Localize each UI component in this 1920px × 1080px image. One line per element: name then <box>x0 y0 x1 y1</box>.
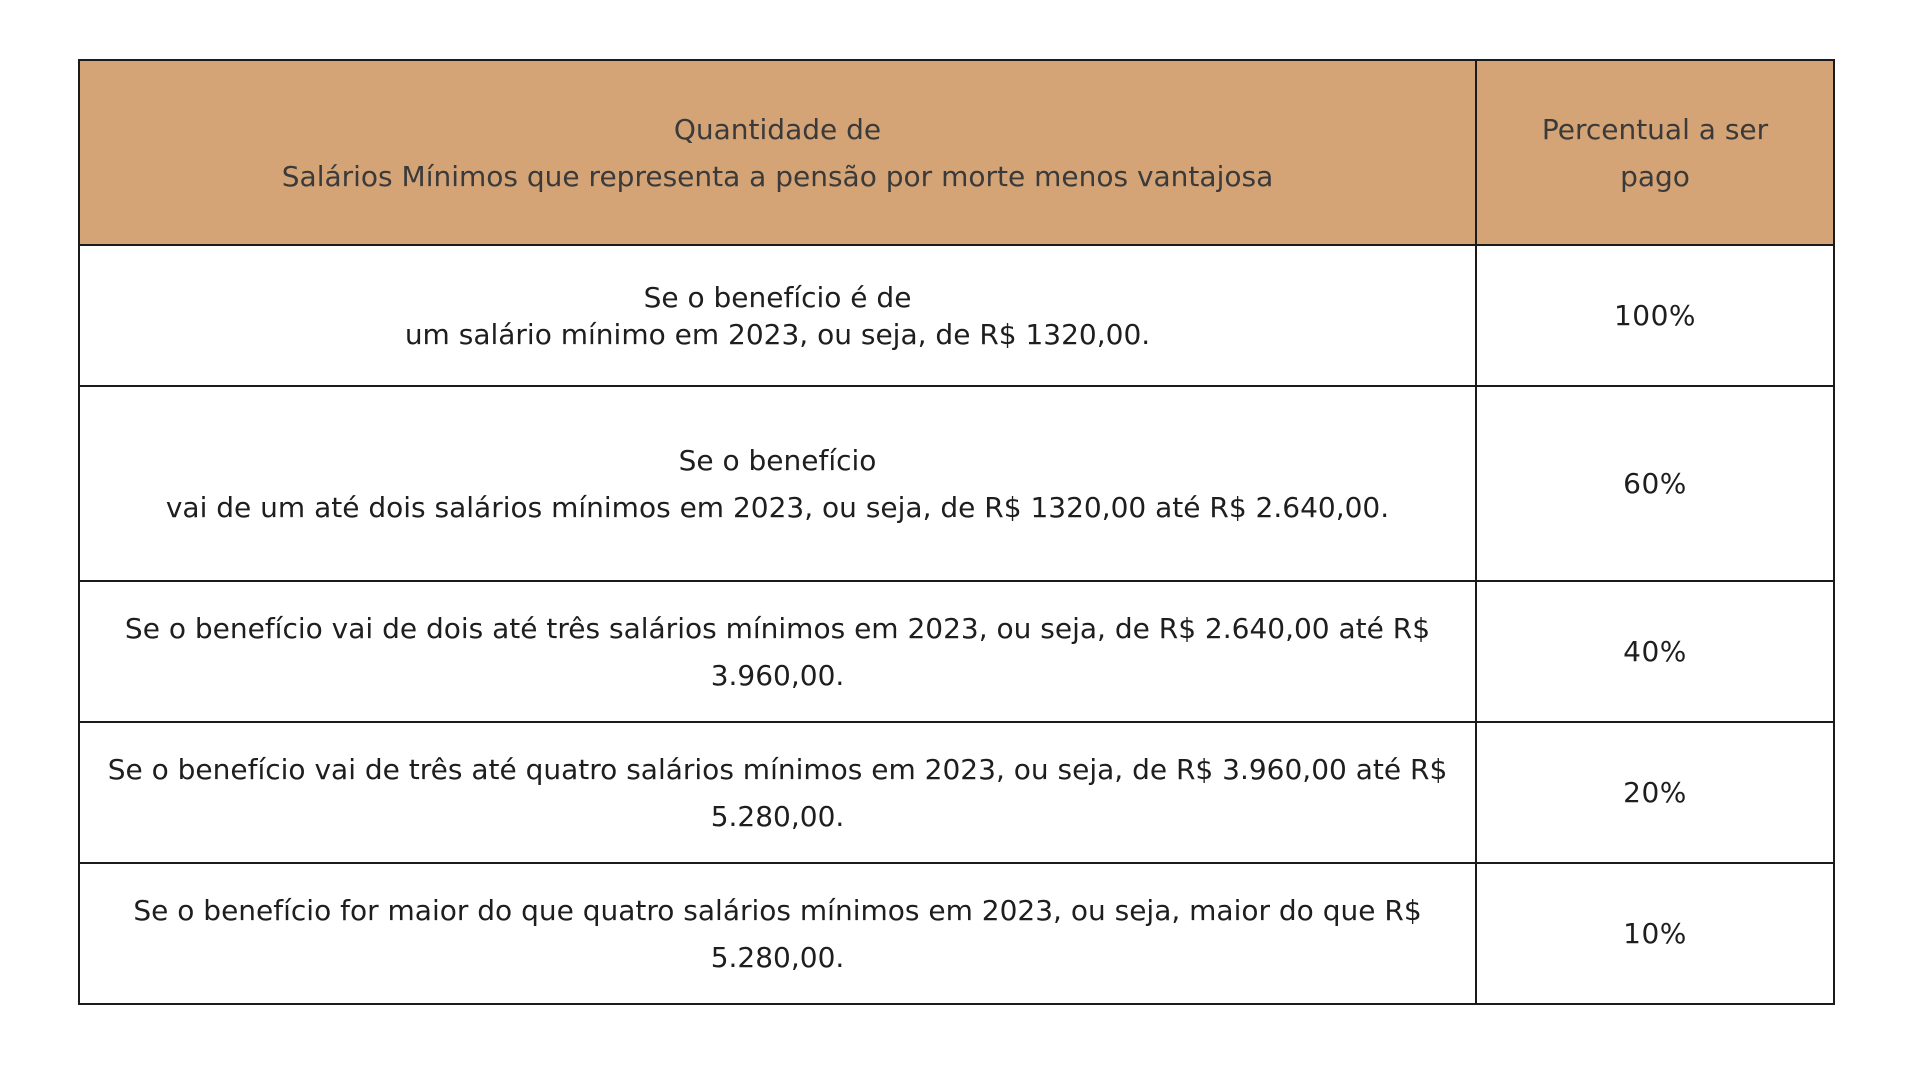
pension-percentage-table <box>78 59 1835 1005</box>
row-description-line1: Se o benefício for maior do que quatro salários mínimos em 2023, ou seja, maior do que R$ <box>133 893 1422 927</box>
row-percentage-cell: 20% <box>1476 722 1834 863</box>
row-description-cell <box>79 863 1476 1004</box>
table-row <box>79 722 1834 863</box>
header-row <box>79 60 1834 245</box>
header-col2-line2: pago <box>1620 159 1690 193</box>
row-percentage-cell: 10% <box>1476 863 1834 1004</box>
header-col2-line1: Percentual a ser <box>1541 112 1769 146</box>
header-col1-line2: Salários Mínimos que representa a pensão por morte menos vantajosa <box>281 159 1274 193</box>
header-cell-minimum-wages <box>79 60 1476 245</box>
row-description-cell <box>79 581 1476 722</box>
table-row <box>79 863 1834 1004</box>
row-description-line2: vai de um até dois salários mínimos em 2023, ou seja, de R$ 1320,00 até R$ 2.640,00. <box>165 490 1390 524</box>
row-description-cell <box>79 245 1476 386</box>
row-description-line1: Se o benefício <box>678 443 877 477</box>
row-description-line2: 5.280,00. <box>710 799 845 833</box>
header-col1-line1: Quantidade de <box>673 112 882 146</box>
row-percentage-cell: 40% <box>1476 581 1834 722</box>
table-body <box>79 245 1834 1004</box>
row-description-line2: 3.960,00. <box>710 658 845 692</box>
row-description-cell <box>79 386 1476 581</box>
row-description-line2: um salário mínimo em 2023, ou seja, de R$ 1320,00. <box>404 317 1151 351</box>
row-description-cell <box>79 722 1476 863</box>
row-description-line1: Se o benefício vai de três até quatro salários mínimos em 2023, ou seja, de R$ 3.960,00 até R$ <box>107 752 1448 786</box>
header-cell-percentage <box>1476 60 1834 245</box>
table-row <box>79 245 1834 386</box>
row-description-line1: Se o benefício é de <box>643 280 912 314</box>
table-header <box>79 60 1834 245</box>
row-percentage-cell: 60% <box>1476 386 1834 581</box>
table-row <box>79 386 1834 581</box>
row-description-line1: Se o benefício vai de dois até três salários mínimos em 2023, ou seja, de R$ 2.640,00 até R$ <box>124 611 1431 645</box>
row-percentage-cell: 100% <box>1476 245 1834 386</box>
table-row <box>79 581 1834 722</box>
row-description-line2: 5.280,00. <box>710 940 845 974</box>
